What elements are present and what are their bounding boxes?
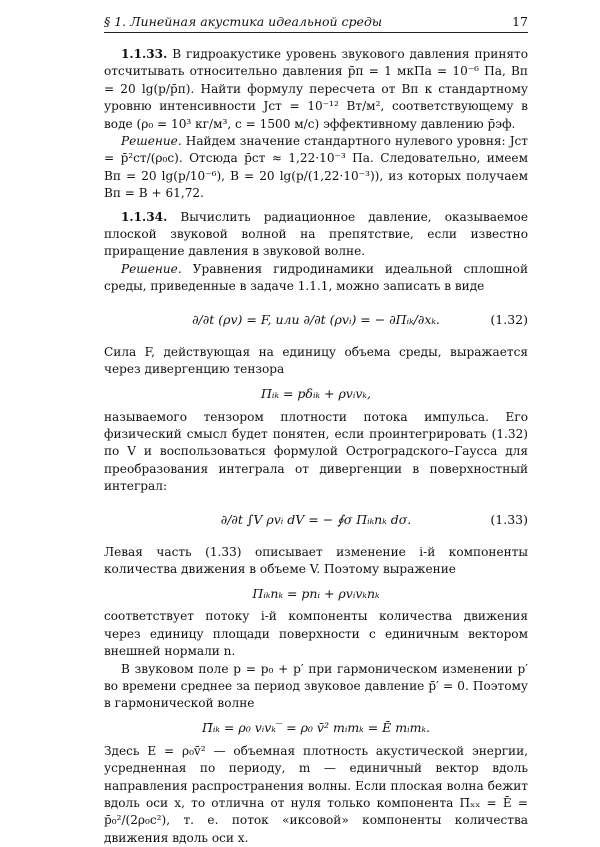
equation-body: Πᵢₖ = pδᵢₖ + ρvᵢvₖ, — [261, 386, 371, 401]
equation-body: ∂/∂t (ρv) = F, или ∂/∂t (ρvᵢ) = − ∂Πᵢₖ/∂xₖ. — [192, 312, 440, 328]
equation-1-32 — [104, 301, 528, 339]
solution-text: Найдем значение стандартного нулевого уровня: Jст = p̄²ст/(ρ₀c). Отсюда p̄ст ≈ 1,22·10⁻³ Па. Следовательно, имеем Bп = 20 lg(p/10⁻⁶), B = 20 lg(p/(1,22·10⁻³)), из которых получаем Bп = B + 61,72. — [104, 134, 528, 201]
problem-text: Вычислить радиационное давление, оказываемое плоской звуковой волной на препятствие, если известно приращение давления в звуковой волне. — [104, 209, 528, 259]
equation-1-33 — [104, 501, 528, 539]
running-header — [104, 14, 528, 33]
paragraph: Здесь E = ρ₀v̄² — объемная плотность акустической энергии, усредненная по периоду, m — единичный вектор вдоль направления распространения волны. Если плоская волна бежит вдоль оси x, то отлична от нуля только компонента Π̄ₓₓ = Ē = p̄₀²/(2ρ₀c²), т. е. поток «иксовой» компоненты количества движения вдоль оси x. — [104, 743, 528, 845]
solution-paragraph — [104, 261, 528, 296]
solution-label: Решение. — [121, 134, 182, 149]
paragraph: Сила F, действующая на единицу объема среды, выражается через дивергенцию тензора — [104, 344, 528, 377]
equation-flux — [104, 583, 528, 603]
problem-number: 1.1.33. — [121, 47, 168, 61]
problem-text: В гидроакустике уровень звукового давления принято отсчитывать относительно давления p̄п = 1 мкПа = 10⁻⁶ Па, Bп = 20 lg(p/p̄п). Найти формулу пересчета от Bп к стандартному уровню интенсивности Jст = 10⁻¹² Вт/м², соответствующему в воде (ρ₀ = 10³ кг/м³, c = 1500 м/с) эффективному давлению p̄эф. — [104, 47, 528, 131]
equation-number: (1.33) — [490, 512, 528, 528]
equation-body: Π̄ᵢₖ = ρ₀ vᵢvₖ‾ = ρ₀ v̄² mᵢmₖ = Ē mᵢmₖ. — [201, 720, 431, 736]
equation-number: (1.32) — [490, 312, 528, 328]
page-number: 17 — [512, 14, 528, 29]
problem-statement — [104, 209, 528, 261]
solution-label: Решение. — [121, 261, 182, 276]
paragraph: В звуковом поле p = p₀ + p′ при гармоническом изменении p′ во времени среднее за период звуковое давление p̄′ = 0. Поэтому в гармонической волне — [104, 661, 528, 711]
paragraph: Левая часть (1.33) описывает изменение i-й компоненты количества движения в объеме V. Поэтому выражение — [104, 544, 528, 576]
equation-body: Πᵢₖnₖ = pnᵢ + ρvᵢvₖnₖ — [252, 585, 380, 601]
section-title: § 1. Линейная акустика идеальной среды — [104, 14, 383, 29]
paragraph: соответствует потоку i-й компоненты количества движения через единицу площади поверхности с единичным вектором внешней нормали n. — [104, 609, 528, 659]
equation-body: ∂/∂t ∫V ρvᵢ dV = − ∮σ Πᵢₖnₖ dσ. — [220, 512, 412, 528]
problem-statement — [104, 46, 528, 133]
equation-tensor — [104, 384, 528, 404]
equation-mean-tensor — [104, 718, 528, 738]
problem-number: 1.1.34. — [121, 209, 168, 224]
solution-paragraph — [104, 133, 528, 203]
solution-text: Уравнения гидродинамики идеальной сплошной среды, приведенные в задаче 1.1.1, можно записать в виде — [104, 261, 528, 294]
paragraph: называемого тензором плотности потока импульса. Его физический смысл будет понятен, если проинтегрировать (1.32) по V и воспользоваться формулой Остроградского–Гаусса для преобразования интеграла от дивергенции в поверхностный интеграл: — [104, 409, 528, 494]
